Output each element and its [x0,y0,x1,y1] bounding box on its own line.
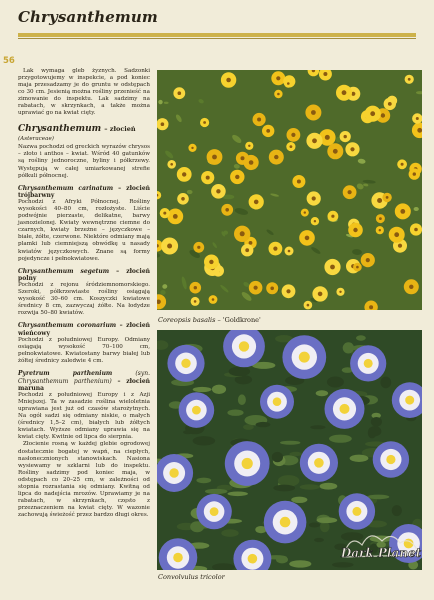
genus-text: Nazwa pochodzi od greckich wyrazów chrysos – złoto i anthos – kwiat. Wśród 40 gatunków są rośliny jednoroczne, byliny i półkrzewy. Występują w całej umiarkowanej strefie półkuli północnej. [18,144,150,179]
species-text: Pochodzi z rejonu śródziemnomorskiego. Szeroki, półkrzewiaste rośliny osiągają wysokość 30–60 cm. Koszyczki kwiatowe średnicy 8 cm, zazwyczaj żółte. Na łodydze rozwija 50–80 kwiatów. [18,282,150,317]
species-text: Pochodzi z południowej Europy. Odmiany osiągają wysokość 70–100 cm, pełnokwiatowe. Kwiatostany barwy białej lub żółtej średnicy zaledwie 4 cm. [18,337,150,365]
page-number: 56 [3,56,15,66]
text-column [18,68,150,519]
species-heading: Chrysanthemum coronarium – złocień wieńcowy [18,322,151,337]
photo-caption: Coreopsis basalis – 'Goldkrone' [158,316,261,324]
coreopsis-photo [157,70,422,310]
header-rule-thin [18,38,416,39]
species-heading: Pyretrum parthenium (syn. Chrysanthemum parthenium) – złocień maruna [18,370,151,392]
photo-caption: Convolvulus tricolor [158,573,225,581]
genus-family: (Asteraceae) [18,136,54,143]
species-heading: Chrysanthemum carinatum – złocień trójbarwny [18,184,151,199]
species-text: Pochodzi z Afryki Północnej. Rośliny wysokości 40–80 cm, rozłożyste. Liście podwójnie pierzaste, delikatne, barwy jasnozielonej. Kwiaty wewnętrzne ciemne do czarnych, kwiaty brzeżne – języczkowe – białe, żółte, czerwone. Niektóre odmiany mają plamki lub ciemniejszą obwódkę u nasady kwiatów języczkowych. Znane są formy pojedyncze i pełnokwiatowe. [18,199,150,262]
culture-text: Złocienie rosną w każdej glebie ogrodowej dostatecznie bogatej w wapń, na ciepłych, nasłonecznionych stanowiskach. Nasiona wysiewamy w szklarni lub do inspektu. Rośliny sadzimy pod koniec maja, w odstępach co 20–25 cm, w zależności od stopnia rozrastania się odmiany. Kwitną od lipca do nadejścia mrozów. Uprawiamy je na rabatach, w skrzynkach, często z przeznaczeniem na kwiat cięty. W wazonie zachowują świeżość przez bardzo długi okres. [18,441,150,518]
coreopsis-image [157,70,422,310]
watermark-logo [340,527,422,569]
species-text: Pochodzi z południowej Europy i z Azji Mniejszej. Ta w zasadzie roślina wieloletnia uprawiana jest już od czasów starożytnych. Na ogół sadzi się odmiany niskie, o małych (średnicy 1,5–2 cm), białych lub żółtych kwiatach. Wyższe odmiany uprawia się na kwiat cięty. Kwitnie od lipca do sierpnia. [18,392,150,441]
intro-paragraph: Lak wymaga gleb żyznych. Sadzonki przygotowujemy w inspekcie, a pod koniec maja przesadzamy je do gruntu w odstępach co 30 cm. Jesienią można rośliny przenieść na zimowanie do inspektu. Lak sadzimy na rabatach, w skrzynkach, a także można uprawiać go na kwiat cięty. [18,68,150,117]
page-title: Chrysanthemum [18,8,158,26]
svg-text:Dark Planet: Dark Planet [340,546,422,560]
genus-heading: Chrysanthemum – złocień [18,124,136,135]
species-heading: Chrysanthemum segetum – złocień polny [18,267,151,282]
header-rule [18,33,416,37]
